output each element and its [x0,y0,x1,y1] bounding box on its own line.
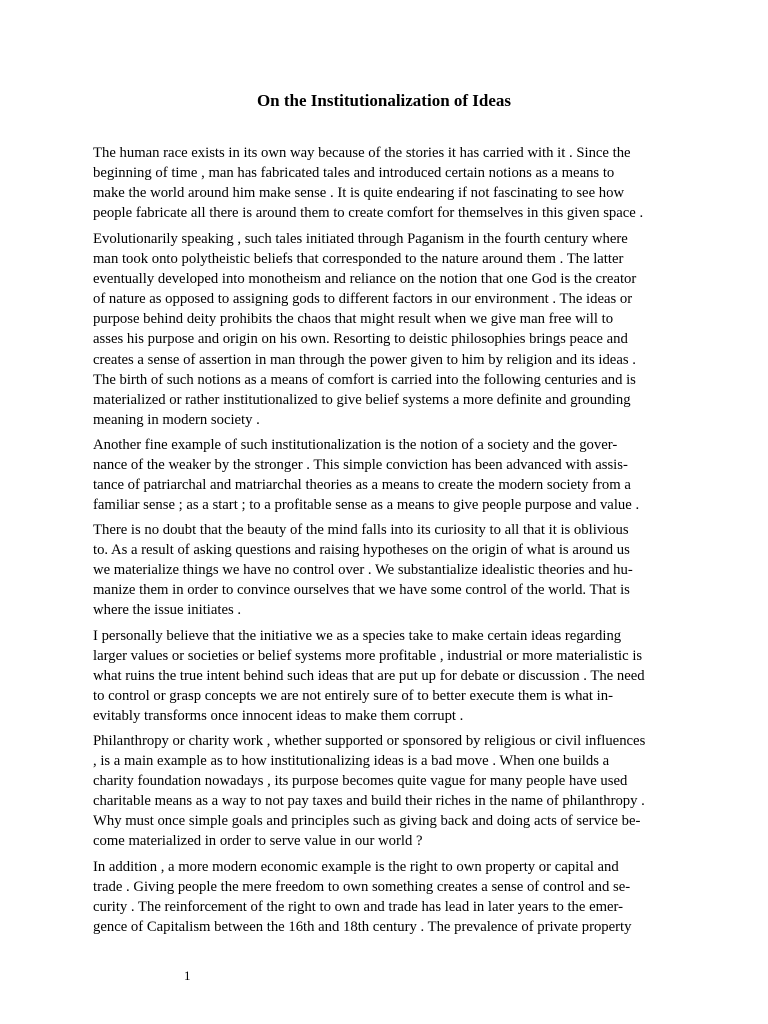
paragraph-1 [93,143,677,223]
page-number: 1 [184,968,191,983]
text-line: charitable means as a way to not pay taxes and build their riches in the name of philanthropy . [93,793,645,810]
text-line: of nature as opposed to assigning gods to different factors in our environment . The ideas or [93,291,633,308]
text-line: come materialized in order to serve value in our world ? [93,833,423,850]
text-line: I personally believe that the initiative we as a species take to make certain ideas regarding [93,628,622,644]
text-line: trade . Giving people the mere freedom to own something creates a sense of control and se- [93,879,631,896]
text-line: manize them in order to convince ourselves that we have some control of the world. That is [93,582,630,599]
text-line: to. As a result of asking questions and raising hypotheses on the origin of what is around us [93,542,630,559]
document-title: On the Institutionalization of Ideas [256,91,512,110]
paragraph-5 [93,626,677,726]
paragraph-6 [93,731,677,852]
text-line: asses his purpose and origin on his own. Resorting to deistic philosophies brings peace and [93,331,628,348]
text-line: where the issue initiates . [93,602,242,619]
text-line: man took onto polytheistic beliefs that corresponded to the nature around them . The latter [93,251,624,268]
paragraph-7 [93,857,677,937]
text-line: nance of the weaker by the stronger . This simple conviction has been advanced with assis- [93,457,628,474]
text-line: meaning in modern society . [93,411,260,428]
text-line: There is no doubt that the beauty of the mind falls into its curiosity to all that it is oblivious [93,522,629,538]
text-line: beginning of time , man has fabricated tales and introduced certain notions as a means to [93,165,615,182]
text-line: we materialize things we have no control over . We substantialize idealistic theories and hu- [93,562,633,579]
text-line: materialized or rather institutionalized to give belief systems a more definite and grounding [93,391,631,408]
text-line: tance of patriarchal and matriarchal theories as a means to create the modern society from a [93,477,631,494]
text-line: Why must once simple goals and principles such as giving back and doing acts of service be- [93,813,641,830]
text-line: gence of Capitalism between the 16th and 18th century . The prevalence of private property [93,919,632,936]
text-line: to control or grasp concepts we are not entirely sure of to better execute them is what in- [93,688,614,705]
text-line: larger values or societies or belief systems more profitable , industrial or more materialistic is [93,648,643,665]
text-line: what ruins the true intent behind such ideas that are put up for debate or discussion . The need [93,668,645,685]
text-line: Evolutionarily speaking , such tales initiated through Paganism in the fourth century where [93,231,628,247]
text-line: eventually developed into monotheism and reliance on the notion that one God is the creator [93,271,637,288]
text-line: make the world around him make sense . It is quite endearing if not fascinating to see how [93,185,625,202]
text-line: The birth of such notions as a means of comfort is carried into the following centuries and is [93,371,636,388]
text-line: creates a sense of assertion in man through the power given to him by religion and its ideas . [93,351,636,368]
text-line: The human race exists in its own way because of the stories it has carried with it . Since the [93,145,631,161]
text-line: Philanthropy or charity work , whether supported or sponsored by religious or civil influences [93,733,646,749]
text-line: , is a main example as to how institutionalizing ideas is a bad move . When one builds a [93,753,610,770]
paragraph-4 [93,520,677,620]
paragraph-2 [93,229,677,430]
text-line: familiar sense ; as a start ; to a profitable sense as a means to give people purpose and value . [93,497,640,514]
text-line: In addition , a more modern economic example is the right to own property or capital and [93,859,619,875]
text-line: people fabricate all there is around them to create comfort for themselves in this given space . [93,205,644,222]
text-line: charity foundation nowadays , its purpose becomes quite vague for many people have used [93,773,628,790]
paragraph-3 [93,435,677,515]
text-line: purpose behind deity prohibits the chaos that might result when we give man free will to [93,311,614,328]
text-line: curity . The reinforcement of the right to own and trade has lead in later years to the emer- [93,899,624,916]
text-line: Another fine example of such institutionalization is the notion of a society and the gover- [93,437,618,453]
text-line: evitably transforms once innocent ideas to make them corrupt . [93,708,464,725]
